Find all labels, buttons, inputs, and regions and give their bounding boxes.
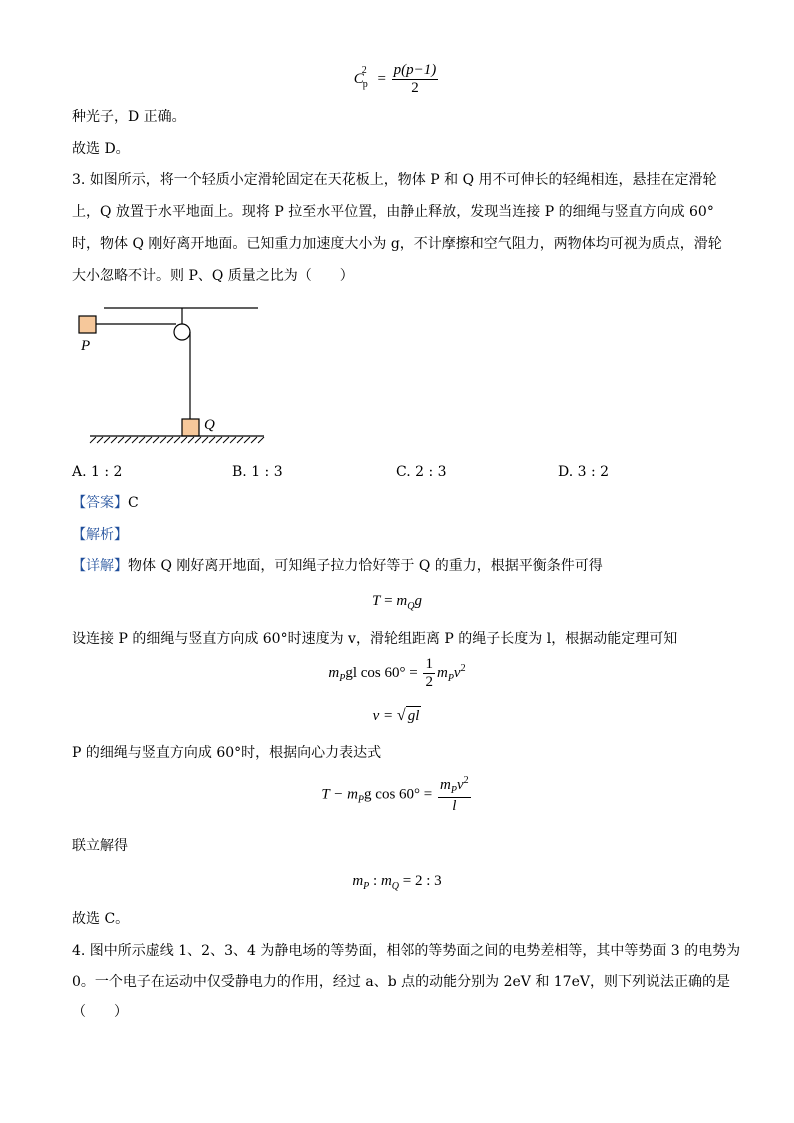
option-c: C. 2 : 3 xyxy=(396,464,447,480)
sqrt-icon: √ xyxy=(396,707,406,724)
block-p xyxy=(79,316,96,333)
answer-tag: 【答案】 xyxy=(72,495,128,511)
detail-tag: 【详解】 xyxy=(72,558,128,574)
eq1-g: g xyxy=(414,593,422,609)
eq4-den: l xyxy=(452,797,457,814)
question-4-line-3: （ ） xyxy=(72,1004,128,1020)
eq2-rhs-sup: 2 xyxy=(460,663,466,675)
text-line-2: 故选 D。 xyxy=(72,141,130,157)
label-p: P xyxy=(81,338,91,354)
text-line-1: 种光子，D 正确。 xyxy=(72,109,186,125)
eq5-colon: : xyxy=(369,873,381,889)
answer-line xyxy=(72,495,722,512)
analysis-tag: 【解析】 xyxy=(72,527,128,543)
eq4-num xyxy=(438,775,471,798)
formula-c: C xyxy=(353,71,364,88)
eq2-m: m xyxy=(328,665,340,682)
formula-fraction xyxy=(392,62,439,98)
eq4-fraction xyxy=(438,775,471,815)
ground-hatching xyxy=(90,437,264,443)
paragraph-2: 设连接 P 的细绳与竖直方向成 60°时速度为 v，滑轮组距离 P 的绳子长度为 l，根据动能定理可知 xyxy=(72,631,678,647)
eq2-fraction xyxy=(423,656,435,692)
eq2-rhs-sub: P xyxy=(447,673,454,685)
eq4-sub: P xyxy=(357,794,365,806)
question-4-line-1: 4. 图中所示虚线 1、2、3、4 为静电场的等势面，相邻的等势面之间的电势差相等，其中等势面 3 的电势为 xyxy=(72,943,741,959)
eq4-num-v: v xyxy=(456,777,464,793)
eq5-rhs: = 2 : 3 xyxy=(399,873,442,889)
eq5-s1: P xyxy=(363,881,370,892)
answer-value: C xyxy=(128,495,139,511)
option-b: B. 1 : 3 xyxy=(232,464,283,480)
eq1-sub: Q xyxy=(407,601,415,612)
combination-formula xyxy=(0,62,794,98)
eq4-num-sup: 2 xyxy=(463,775,469,786)
equation-energy xyxy=(0,656,794,692)
eq2-num: 1 xyxy=(423,656,435,674)
equation-ratio xyxy=(0,872,794,893)
analysis-line xyxy=(72,527,722,544)
paragraph-3: P 的细绳与竖直方向成 60°时，根据向心力表达式 xyxy=(72,745,382,761)
equation-velocity xyxy=(0,706,794,725)
formula-equals: = xyxy=(377,71,386,88)
paragraph-5: 故选 C。 xyxy=(72,911,130,927)
eq3-radicand: gl xyxy=(407,708,420,724)
block-q xyxy=(182,419,199,436)
eq5-m1: m xyxy=(352,873,364,889)
label-q: Q xyxy=(204,417,215,433)
eq2-den: 2 xyxy=(425,674,433,691)
eq3-lhs: v = xyxy=(372,708,397,724)
eq2-rest: gl cos 60° = xyxy=(345,665,422,682)
eq4-lhs: T − m xyxy=(321,786,358,803)
eq2-sub: P xyxy=(339,673,346,685)
eq4-num-sub: P xyxy=(450,785,457,796)
pulley-icon xyxy=(174,324,190,340)
formula-c-sup: 2 xyxy=(361,65,367,77)
eq2-rhs-v: v xyxy=(453,665,461,682)
eq5-m2: m xyxy=(380,873,392,889)
equation-centripetal xyxy=(0,775,794,815)
question-3-line-2: 上，Q 放置于水平地面上。现将 P 拉至水平位置，由静止释放，发现当连接 P 的细绳与竖直方向成 60° xyxy=(72,204,714,220)
detail-text: 物体 Q 刚好离开地面，可知绳子拉力恰好等于 Q 的重力，根据平衡条件可得 xyxy=(128,558,603,574)
eq2-rhs-m: m xyxy=(436,665,448,682)
question-3-line-4: 大小忽略不计。则 P、Q 质量之比为（ ） xyxy=(72,268,354,284)
eq1-t: T xyxy=(372,593,381,609)
option-d: D. 3 : 2 xyxy=(558,464,610,480)
equation-tension xyxy=(0,592,794,613)
eq4-rest: g cos 60° = xyxy=(364,786,436,803)
eq4-num-m: m xyxy=(439,777,451,793)
formula-denominator: 2 xyxy=(411,80,419,97)
formula-c-sub: p xyxy=(362,79,368,91)
paragraph-4: 联立解得 xyxy=(72,838,128,854)
detail-line xyxy=(72,558,722,575)
question-3-line-3: 时，物体 Q 刚好离开地面。已知重力加速度大小为 g，不计摩擦和空气阻力，两物体均可视为质点，滑轮 xyxy=(72,236,722,252)
pulley-figure xyxy=(72,300,272,450)
eq5-s2: Q xyxy=(391,881,400,892)
eq1-m: m xyxy=(396,593,408,609)
question-3-line-1: 3. 如图所示，将一个轻质小定滑轮固定在天花板上，物体 P 和 Q 用不可伸长的轻绳相连，悬挂在定滑轮 xyxy=(72,172,717,188)
eq1-equals: = xyxy=(380,593,397,609)
formula-numerator: p(p−1) xyxy=(392,62,439,80)
question-4-line-2: 0。一个电子在运动中仅受静电力的作用，经过 a、b 点的动能分别为 2eV 和 17eV，则下列说法正确的是 xyxy=(72,974,730,990)
option-a: A. 1 : 2 xyxy=(72,464,123,480)
